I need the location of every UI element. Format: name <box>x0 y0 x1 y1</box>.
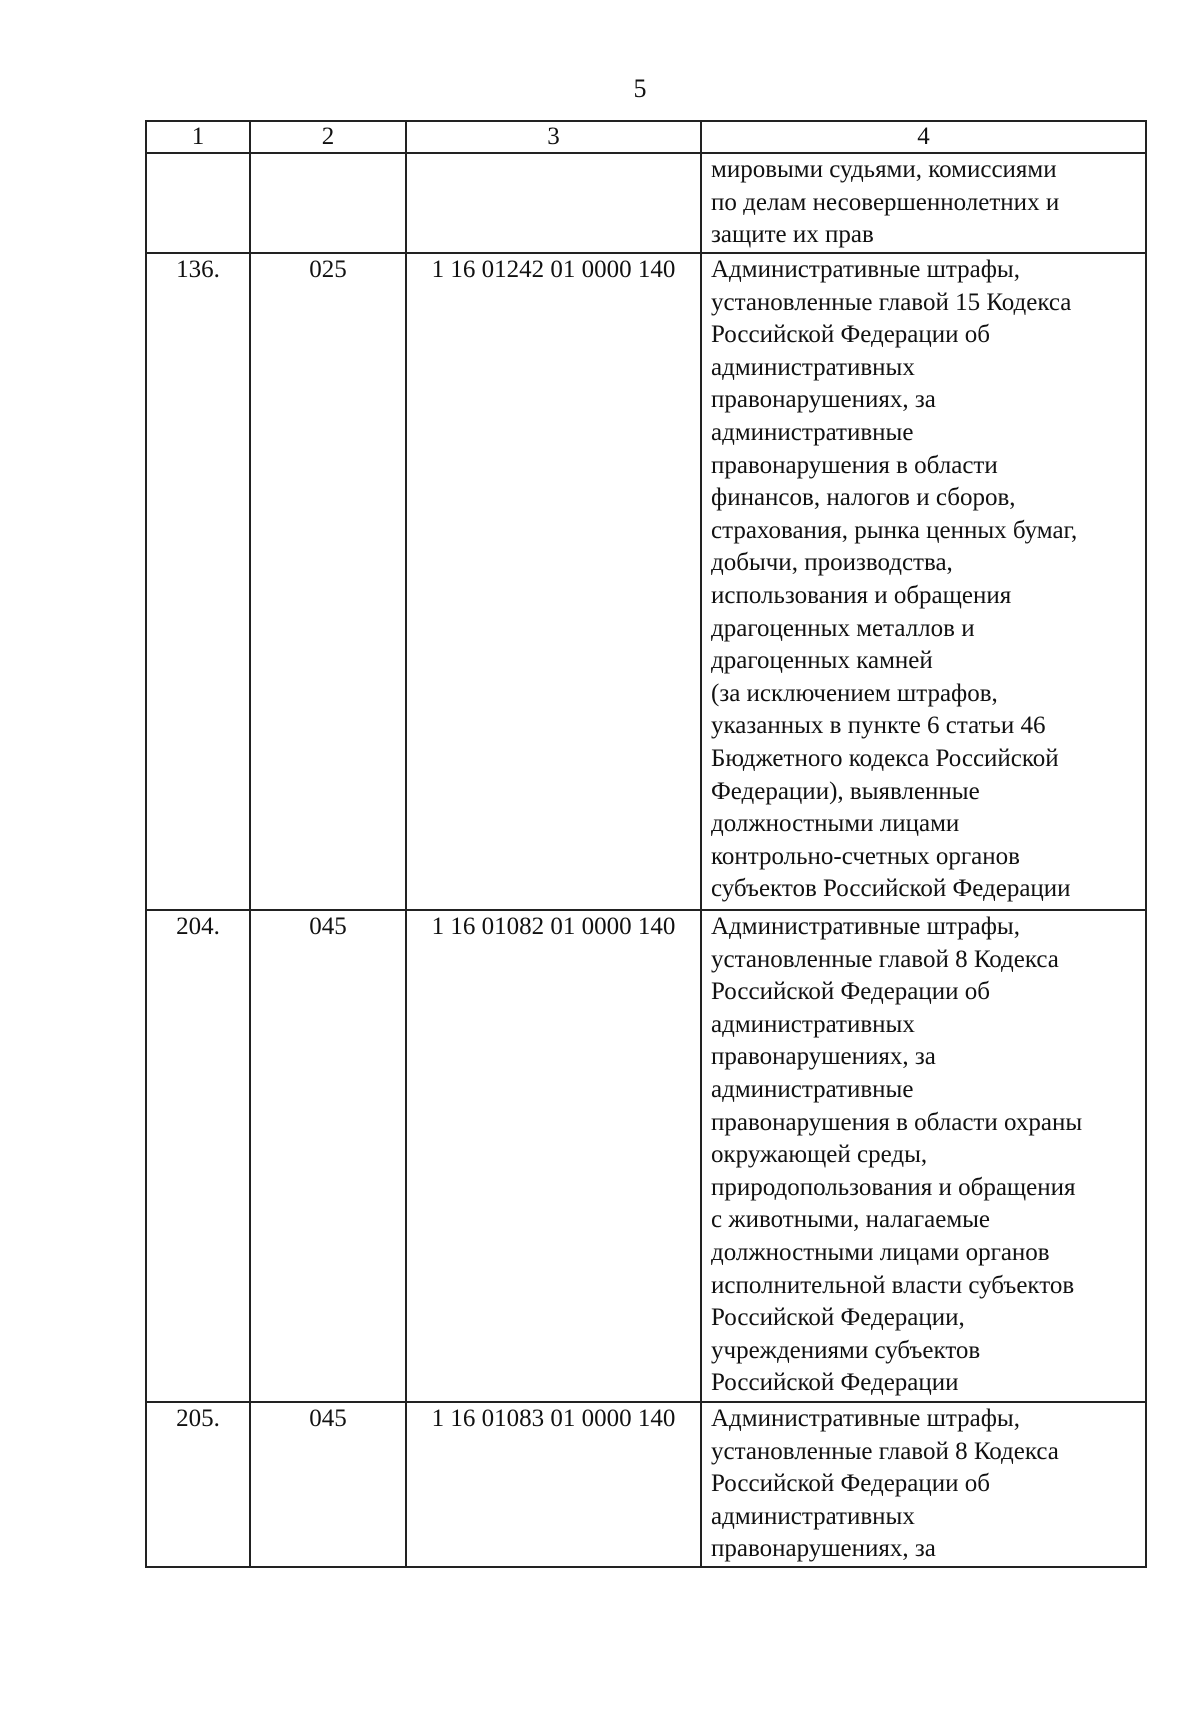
description-cell <box>701 253 1146 910</box>
page-number: 5 <box>633 74 647 103</box>
description-line: (за исключением штрафов, <box>711 679 998 707</box>
description-line: добычи, производства, <box>711 549 953 577</box>
description-line: Административные штрафы, <box>711 913 1020 940</box>
description-line: должностными лицами <box>711 810 960 838</box>
description-line: учреждениями субъектов <box>711 1336 981 1364</box>
budget-code-cell <box>406 153 701 253</box>
description-line: мировыми судьями, комиссиями <box>711 156 1057 183</box>
description-line: драгоценных металлов и <box>711 614 975 642</box>
description-line: защите их прав <box>711 221 874 249</box>
description-line: правонарушения в области <box>711 451 998 479</box>
admin-code-cell: 025 <box>250 253 406 910</box>
budget-codes-table <box>145 120 1147 1568</box>
description-line: контрольно-счетных органов <box>711 842 1020 870</box>
description-line: административных <box>711 1010 915 1038</box>
description-line: Российской Федерации <box>711 1369 959 1397</box>
row-number-cell: 136. <box>146 253 250 910</box>
description-line: страхования, рынка ценных бумаг, <box>711 516 1078 544</box>
table-row <box>146 910 1146 1402</box>
description-cell <box>701 153 1146 253</box>
description-line: установленные главой 8 Кодекса <box>711 1437 1059 1465</box>
admin-code-cell <box>250 153 406 253</box>
description-line: природопользования и обращения <box>711 1173 1076 1201</box>
description-line: Российской Федерации, <box>711 1304 965 1332</box>
budget-code-cell: 1 16 01082 01 0000 140 <box>406 910 701 1402</box>
row-number-cell <box>146 153 250 253</box>
table-row-continuation <box>146 153 1146 253</box>
budget-code-cell: 1 16 01242 01 0000 140 <box>406 253 701 910</box>
description-line: должностными лицами органов <box>711 1238 1050 1266</box>
description-cell <box>701 910 1146 1402</box>
description-line: субъектов Российской Федерации <box>711 875 1071 903</box>
description-line: исполнительной власти субъектов <box>711 1271 1075 1299</box>
table-row <box>146 1402 1146 1567</box>
description-line: Российской Федерации об <box>711 1470 990 1498</box>
description-line: с животными, налагаемые <box>711 1206 991 1234</box>
description-line: установленные главой 15 Кодекса <box>711 288 1072 316</box>
description-line: указанных в пункте 6 статьи 46 <box>711 712 1046 740</box>
description-line: Бюджетного кодекса Российской <box>711 744 1059 772</box>
column-header-1: 1 <box>146 121 250 153</box>
description-line: правонарушениях, за <box>711 1043 936 1071</box>
row-number-cell: 204. <box>146 910 250 1402</box>
description-line: правонарушения в области охраны <box>711 1108 1083 1136</box>
description-line: административных <box>711 353 915 381</box>
description-line: по делам несовершеннолетних и <box>711 188 1060 216</box>
table-row <box>146 253 1146 910</box>
description-line: Российской Федерации об <box>711 978 990 1006</box>
description-line: административных <box>711 1502 915 1530</box>
admin-code-cell: 045 <box>250 1402 406 1567</box>
table-header-row <box>146 121 1146 153</box>
column-header-3: 3 <box>406 121 701 153</box>
description-cell <box>701 1402 1146 1567</box>
description-line: административные <box>711 418 914 446</box>
description-line: Административные штрафы, <box>711 1405 1020 1432</box>
description-line: административные <box>711 1075 914 1103</box>
description-line: установленные главой 8 Кодекса <box>711 945 1059 973</box>
description-line: Российской Федерации об <box>711 321 990 349</box>
description-line: использования и обращения <box>711 581 1012 609</box>
admin-code-cell: 045 <box>250 910 406 1402</box>
description-line: драгоценных камней <box>711 647 933 675</box>
description-line: правонарушениях, за <box>711 386 936 414</box>
description-line: правонарушениях, за <box>711 1535 936 1563</box>
row-number-cell: 205. <box>146 1402 250 1567</box>
description-line: Федерации), выявленные <box>711 777 980 805</box>
budget-code-cell: 1 16 01083 01 0000 140 <box>406 1402 701 1567</box>
column-header-2: 2 <box>250 121 406 153</box>
description-line: Административные штрафы, <box>711 256 1020 283</box>
description-line: финансов, налогов и сборов, <box>711 484 1016 512</box>
column-header-4: 4 <box>701 121 1146 153</box>
description-line: окружающей среды, <box>711 1141 928 1169</box>
